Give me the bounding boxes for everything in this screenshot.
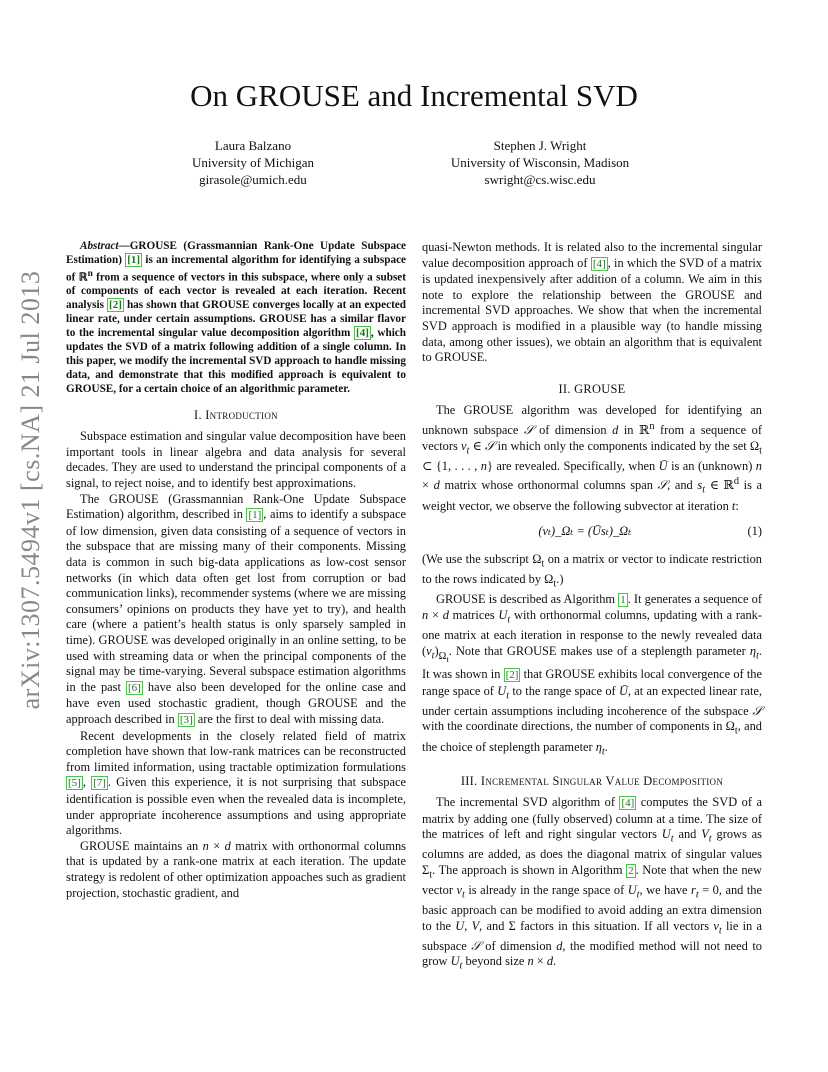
paragraph: Subspace estimation and singular value decomposition have been important tools in linear algebra and data analysis for several decades. They are used to understand the principal components of a signal, to reject noise, and to identify best approximations.	[66, 429, 406, 491]
author-affiliation: University of Wisconsin, Madison	[450, 155, 630, 170]
paragraph: (We use the subscript $\Omega_t$ on a matrix or vector to indicate restriction to the rows indicated by $\Omega_t$.)	[422, 551, 762, 590]
paragraph: GROUSE maintains an n × d matrix with orthonormal columns that is updated by a rank-one matrix at each iteration. The update strategy is redolent of other optimization appoaches such as gradient projection, stochastic gradient, and	[66, 838, 406, 900]
equation-number: (1)	[747, 524, 762, 539]
author-email: girasole@umich.edu	[199, 172, 307, 187]
paragraph: GROUSE is described as Algorithm 1 . It generates a sequence of n × d matrices $U_t$ with orthonormal columns, updating with a rank-one matrix at each iteration in response to the newly revealed data $(v_t)_{\Omega_t}$. Note that GROUSE makes use of a steplength parameter $\eta_t$. It was shown in [2] that GROUSE exhibits local convergence of the range space of $U_t$ to the range space of Ū, at an expected linear rate, under certain assumptions including incoherence of the subspace 𝒮 with the coordinate directions, the number of components in $\Omega_t$, and the choice of steplength parameter $\eta_t$.	[422, 591, 763, 757]
equation-body: (vₜ)_Ωₜ = (Ūsₜ)_Ωₜ	[538, 524, 632, 539]
author-1	[168, 137, 338, 188]
paragraph: quasi-Newton methods. It is related also to the incremental singular value decomposition approach of [4] , in which the SVD of a matrix is updated inexpensively after addition of a column. We aim in this note to explore the relationship between the GROUSE and incremental SVD approaches. We show that when the incremental SVD approach is modified in a plausible way (to handle missing data, among other issues), we obtain an algorithm that is equivalent to GROUSE.	[422, 240, 762, 365]
paragraph: Recent developments in the closely related field of matrix completion have shown that low-rank matrices can be reconstructed from limited information, using tractable optimization formulations [5] , [7] . Given this experience, it is not surprising that subspace identification is possible even when the revealed data is incomplete, under appropriate incoherence assumptions and using appropriate algorithms.	[66, 728, 406, 838]
paragraph: The GROUSE (Grassmannian Rank-One Update Subspace Estimation) algorithm, described in [1] , aims to identify a subspace of low dimension, given data consisting of a sequence of vectors in the subspace that are missing many of their components. Missing data is common in such big-data applications as low-cost sensor networks (in which data often get lost from corruption or bad communication links), recommender systems (where we are missing consumers’ opinions on products they have yet to try), and health care (where a patient’s health status is only sparsely sampled in time). GROUSE was developed originally in an online setting, to be used with streaming data or when the principal components of the signal may be time-varying. Several subspace estimation algorithms in the past [6] have also been developed for the online case and have even used stochastic gradient, though GROUSE and the approach described in [3] are the first to deal with missing data.	[66, 491, 407, 726]
author-2	[430, 137, 650, 188]
abstract: Abstract—GROUSE (Grassmannian Rank-One Update Subspace Estimation) [1] is an incremental algorithm for identifying a subspace of ℝ$^n$ from a sequence of vectors in this subspace, where only a subset of components of each vector is revealed at each iteration. Recent analysis [2] has shown that GROUSE converges locally at an expected linear rate, under certain assumptions. GROUSE has a similar flavor to the incremental singular value decomposition algorithm [4] , which updates the SVD of a matrix following addition of a single column. In this paper, we modify the incremental SVD approach to handle missing data, and demonstrate that this modified approach is equivalent to GROUSE, for a certain choice of an algorithmic parameter.	[66, 240, 407, 395]
section-heading-incremental-svd: III. Incremental Singular Value Decomposition	[460, 773, 724, 788]
author-name: Laura Balzano	[214, 138, 292, 153]
left-column	[66, 240, 406, 901]
section-heading-introduction: I. Introduction	[194, 407, 278, 422]
author-name: Stephen J. Wright	[493, 138, 587, 153]
paragraph: The GROUSE algorithm was developed for identifying an unknown subspace 𝒮 of dimension d in ℝ$^n$ from a sequence of vectors $v_t$ ∈ 𝒮 in which only the components indicated by the set $\Omega_t$ ⊂ {1, . . . , n} are revealed. Specifically, when Ū is an (unknown) n × d matrix whose orthonormal columns span 𝒮, and $s_t$ ∈ ℝ$^d$ is a weight vector, we observe the following subvector at iteration t:	[422, 403, 763, 513]
equation-1	[422, 524, 762, 540]
section-heading-grouse: II. GROUSE	[558, 381, 626, 396]
paragraph: The incremental SVD algorithm of [4] computes the SVD of a matrix by adding one (fully observed) column at a time. The size of the matrices of left and right singular vectors $U_t$ and $V_t$ grows as columns are added, as does the diagonal matrix of singular values $\Sigma_t$. The approach is shown in Algorithm 2 . Note that when the new vector $v_t$ is already in the range space of $U_t$, we have $r_t = 0$, and the basic approach can be modified to avoid adding an extra dimension to the U, V, and Σ factors in this situation. If all vectors $v_t$ lie in a subspace 𝒮 of dimension d, the modified method will not need to grow $U_t$ beyond size n × d.	[422, 795, 762, 972]
author-email: swright@cs.wisc.edu	[484, 172, 596, 187]
author-affiliation: University of Michigan	[191, 155, 315, 170]
arxiv-identifier: arXiv:1307.5494v1 [cs.NA] 21 Jul 2013	[16, 270, 45, 710]
right-column	[422, 240, 762, 974]
paper-title: On GROUSE and Incremental SVD	[190, 78, 638, 113]
